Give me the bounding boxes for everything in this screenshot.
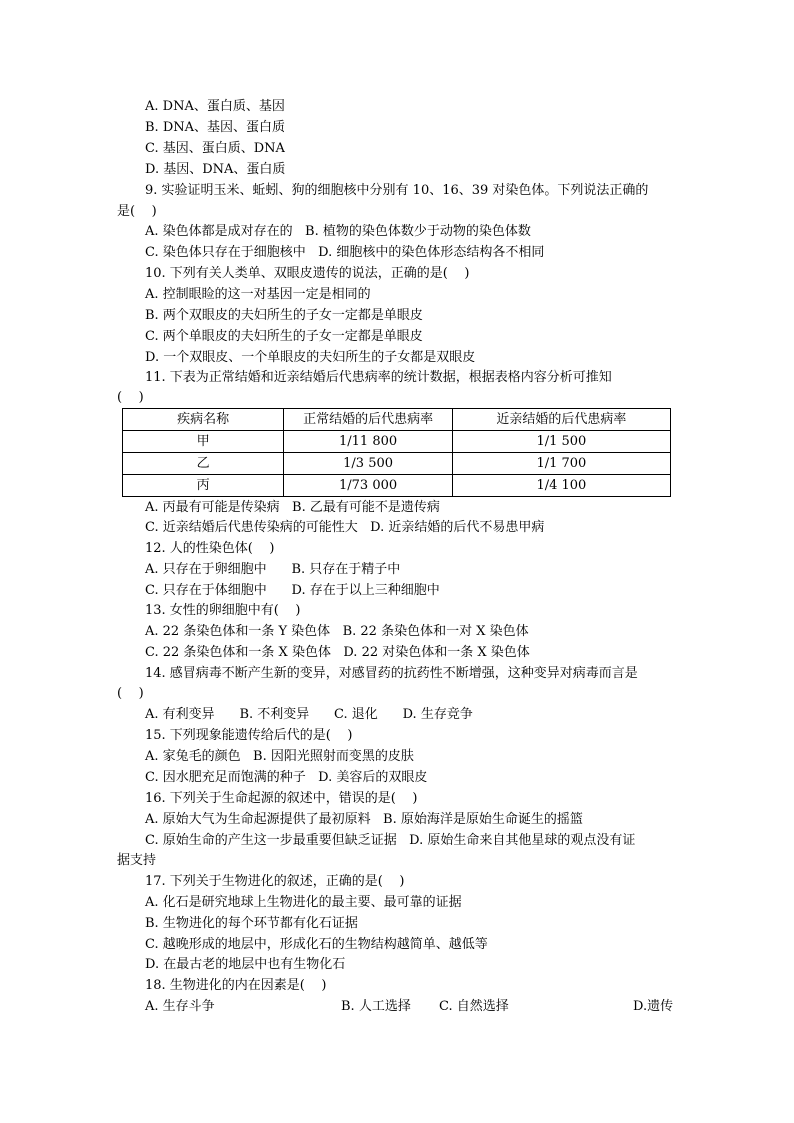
option-line: A. 染色体都是成对存在的 B. 植物的染色体数少于动物的染色体数 (145, 224, 531, 239)
option-line: A. 22 条染色体和一条 Y 染色体 B. 22 条染色体和一对 X 染色体 (145, 624, 529, 639)
option-line: C. 22 条染色体和一条 X 染色体 D. 22 对染色体和一条 X 染色体 (145, 645, 530, 660)
table-header-cell: 正常结婚的后代患病率 (284, 409, 452, 431)
question-18: 18. 生物进化的内在因素是( ) (145, 978, 327, 993)
option-line: A. 只存在于卵细胞中 B. 只存在于精子中 (145, 562, 401, 577)
option-line: B. 生物进化的每个环节都有化石证据 (145, 916, 358, 931)
question-13: 13. 女性的卵细胞中有( ) (145, 603, 301, 618)
table-cell: 1/1 500 (452, 431, 670, 453)
question-17: 17. 下列关于生物进化的叙述，正确的是( ) (145, 874, 405, 889)
question-9-continued: 是( ) (117, 204, 157, 219)
option-a: A. 生存斗争 (145, 999, 215, 1014)
option-b: B. 人工选择 (341, 999, 411, 1014)
table-cell: 丙 (123, 475, 284, 497)
table-header-cell: 疾病名称 (123, 409, 284, 431)
option-line: A. 控制眼睑的这一对基因一定是相同的 (145, 287, 371, 302)
table-header-cell: 近亲结婚的后代患病率 (452, 409, 670, 431)
question-15: 15. 下列现象能遗传给后代的是( ) (145, 728, 353, 743)
option-line: C. 近亲结婚后代患传染病的可能性大 D. 近亲结婚的后代不易患甲病 (145, 520, 545, 535)
option-line: C. 只存在于体细胞中 D. 存在于以上三种细胞中 (145, 583, 440, 598)
table-cell: 1/11 800 (284, 431, 452, 453)
option-line: B. 两个双眼皮的夫妇所生的子女一定都是单眼皮 (145, 308, 423, 323)
option-d: D.遗传 (633, 999, 674, 1014)
option-line: C. 因水肥充足而饱满的种子 D. 美容后的双眼皮 (145, 770, 428, 785)
option-line: D. 基因、DNA、蛋白质 (145, 162, 286, 177)
question-11: 11. 下表为正常结婚和近亲结婚后代患病率的统计数据，根据表格内容分析可推知 (145, 370, 612, 385)
table-cell: 甲 (123, 431, 284, 453)
question-14: 14. 感冒病毒不断产生新的变异，对感冒药的抗药性不断增强，这种变异对病毒而言是 (145, 666, 638, 681)
table-cell: 1/1 700 (452, 453, 670, 475)
statistics-table (122, 408, 671, 497)
table-row (123, 453, 671, 475)
option-line: D. 一个双眼皮、一个单眼皮的夫妇所生的子女都是双眼皮 (145, 350, 476, 365)
question-9: 9. 实验证明玉米、蚯蚓、狗的细胞核中分别有 10、16、39 对染色体。下列说法正确的 (145, 183, 649, 198)
question-10: 10. 下列有关人类单、双眼皮遗传的说法，正确的是( ) (145, 266, 470, 281)
option-line: A. 家兔毛的颜色 B. 因阳光照射而变黑的皮肤 (145, 749, 414, 764)
question-12: 12. 人的性染色体( ) (145, 541, 275, 556)
question-11-continued: ( ) (117, 390, 144, 405)
table-cell: 1/73 000 (284, 475, 452, 497)
table-row (123, 475, 671, 497)
option-line: C. 染色体只存在于细胞核中 D. 细胞核中的染色体形态结构各不相同 (145, 245, 545, 260)
table-cell: 1/4 100 (452, 475, 670, 497)
table-cell: 1/3 500 (284, 453, 452, 475)
option-line: A. 化石是研究地球上生物进化的最主要、最可靠的证据 (145, 895, 462, 910)
table-cell: 乙 (123, 453, 284, 475)
option-line: A. DNA、蛋白质、基因 (145, 99, 285, 114)
question-14-continued: ( ) (117, 686, 144, 701)
option-line: A. 有利变异 B. 不利变异 C. 退化 D. 生存竞争 (145, 707, 473, 722)
option-line: A. 丙最有可能是传染病 B. 乙最有可能不是遗传病 (145, 500, 440, 515)
option-line: C. 基因、蛋白质、DNA (145, 141, 285, 156)
option-line: D. 在最古老的地层中也有生物化石 (145, 957, 346, 972)
option-c: C. 自然选择 (439, 999, 509, 1014)
option-line: A. 原始大气为生命起源提供了最初原料 B. 原始海洋是原始生命诞生的摇篮 (145, 812, 583, 827)
option-line: C. 原始生命的产生这一步最重要但缺乏证据 D. 原始生命来自其他星球的观点没有证 (145, 833, 636, 848)
option-line: C. 两个单眼皮的夫妇所生的子女一定都是单眼皮 (145, 329, 423, 344)
table-row (123, 431, 671, 453)
table-header-row (123, 409, 671, 431)
option-line-continued: 据支持 (117, 853, 157, 868)
question-16: 16. 下列关于生命起源的叙述中，错误的是( ) (145, 791, 418, 806)
option-line: B. DNA、基因、蛋白质 (145, 120, 286, 135)
option-line: C. 越晚形成的地层中，形成化石的生物结构越简单、越低等 (145, 937, 488, 952)
